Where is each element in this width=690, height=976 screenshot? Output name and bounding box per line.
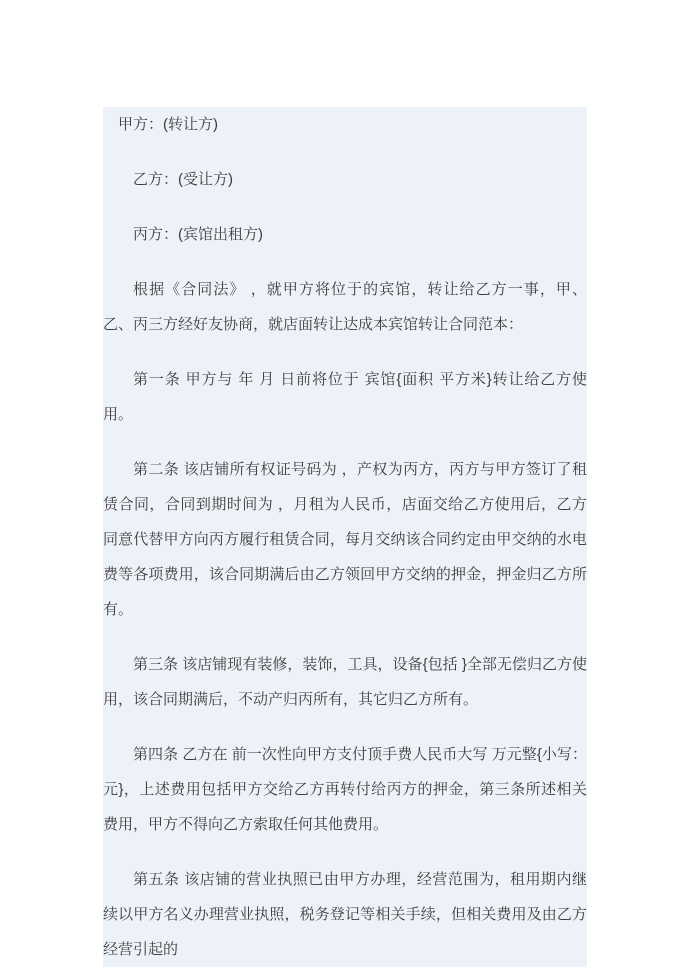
contract-document	[103, 107, 587, 967]
paragraph-article-2: 第二条 该店铺所有权证号码为 ，产权为丙方，丙方与甲方签订了租赁合同，合同到期时间为 ，月租为人民币，店面交给乙方使用后，乙方同意代替甲方向丙方履行租赁合同，每月交纳该合同约定由甲交纳的水电费等各项费用，该合同期满后由乙方领回甲方交纳的押金，押金归乙方所有。	[103, 461, 587, 618]
paragraph-party-c: 丙方：(宾馆出租方)	[133, 226, 263, 243]
paragraph-article-5: 第五条 该店铺的营业执照已由甲方办理，经营范围为，租用期内继续以甲方名义办理营业执照，税务登记等相关手续，但相关费用及由乙方经营引起的	[103, 871, 587, 958]
paragraph-party-a: 甲方：(转让方)	[118, 116, 218, 133]
paragraph-party-b: 乙方：(受让方)	[133, 171, 233, 188]
paragraph-preamble: 根据《合同法》 ，就甲方将位于的宾馆，转让给乙方一事，甲、乙、丙三方经好友协商，就店面转让达成本宾馆转让合同范本：	[103, 281, 587, 333]
paragraph-article-3: 第三条 该店铺现有装修，装饰，工具，设备{包括 }全部无偿归乙方使用，该合同期满后，不动产归丙所有，其它归乙方所有。	[103, 656, 587, 708]
paragraph-article-1: 第一条 甲方与 年 月 日前将位于 宾馆{面积 平方米}转让给乙方使用。	[103, 371, 587, 423]
paragraph-article-4: 第四条 乙方在 前一次性向甲方支付顶手费人民币大写 万元整{小写： 元}，上述费用包括甲方交给乙方再转付给丙方的押金，第三条所述相关费用，甲方不得向乙方索取任何其他费用。	[103, 746, 587, 833]
